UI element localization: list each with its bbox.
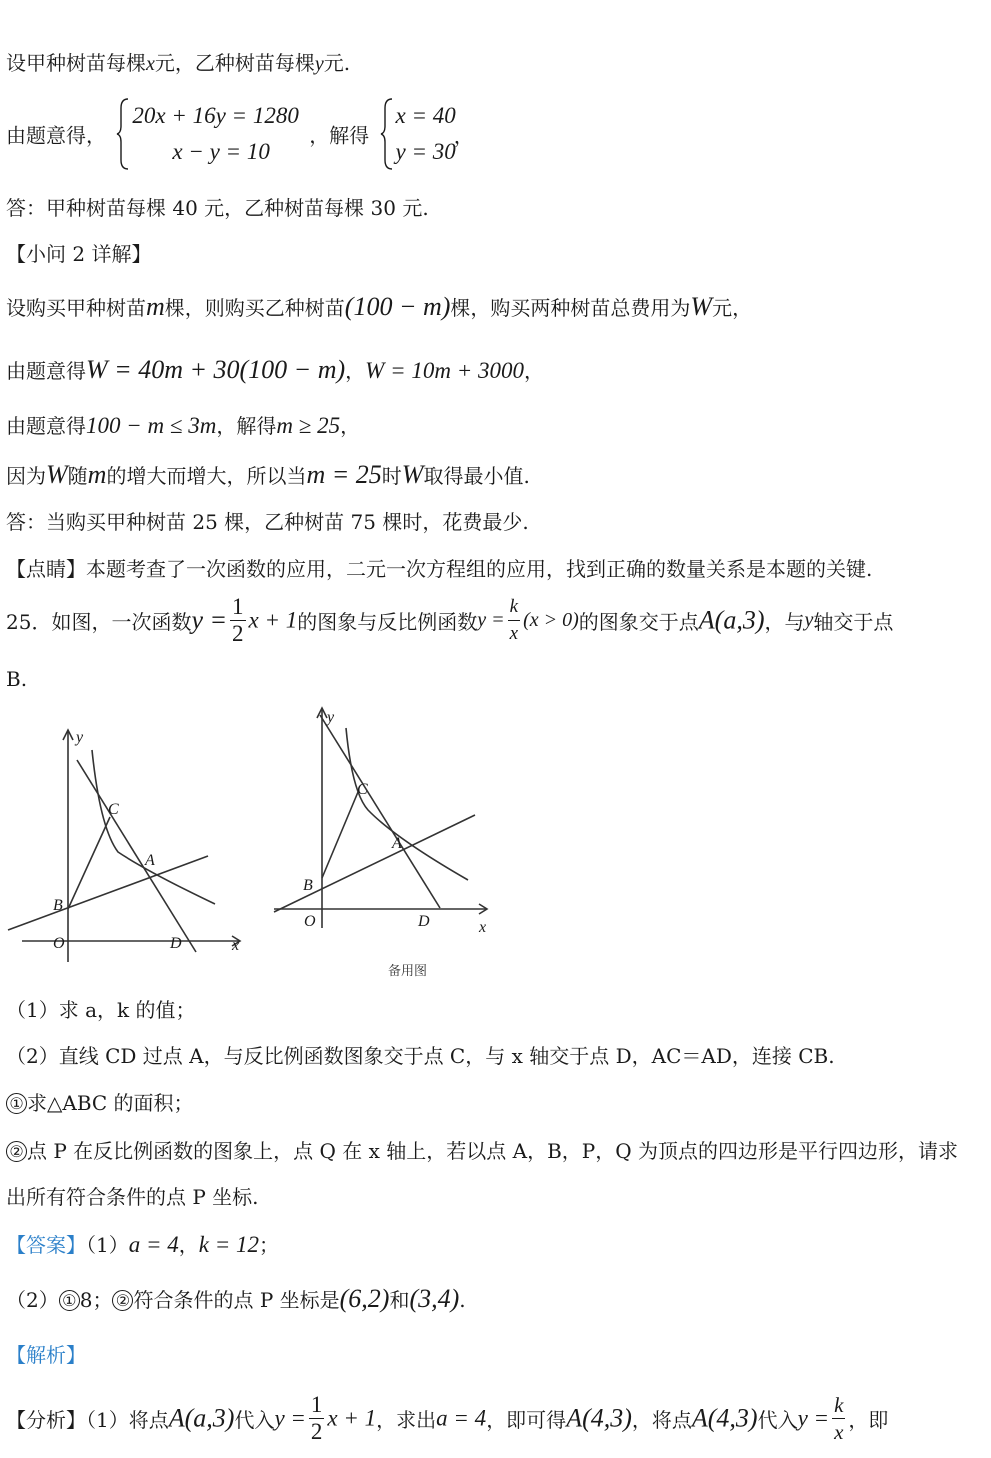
point-c-label: C bbox=[357, 781, 368, 798]
fraction: $\frac{k}{x}$ bbox=[834, 1393, 844, 1444]
text-line: 由题意得W = 40m + 30(100 − m)，W = 10m + 3000， bbox=[6, 355, 544, 384]
question-1: （1）求 a，k 的值； bbox=[6, 998, 196, 1022]
question-2-1: ① 求△ABC 的面积； bbox=[6, 1088, 194, 1118]
answer-line: 答：甲种树苗每棵 40 元，乙种树苗每棵 30 元. bbox=[6, 196, 429, 220]
left-brace bbox=[380, 98, 394, 170]
point-c-label: C bbox=[108, 801, 119, 818]
question-2-2: ② 点 P 在反比例函数的图象上，点 Q 在 x 轴上，若以点 A，B，P，Q 为顶点的四边形是平行四边形，请求 bbox=[6, 1136, 958, 1166]
question-2-2-cont: 出所有符合条件的点 P 坐标. bbox=[6, 1185, 259, 1209]
equation-system-line: 由题意得， 20x + 16y = 1280 x − y = 10 ，解得 x = 40 y = 30 ， bbox=[6, 98, 474, 170]
y-label: y bbox=[76, 729, 84, 746]
section-heading: 【小问 2 详解】 bbox=[6, 242, 152, 266]
origin-label: O bbox=[304, 913, 316, 930]
point-d-label: D bbox=[170, 935, 182, 952]
hyperbola-curve bbox=[346, 728, 468, 880]
figure-main bbox=[8, 730, 240, 962]
fraction: $\frac{1}{2}$ bbox=[232, 594, 244, 646]
point-a-label: A bbox=[145, 852, 155, 869]
answer-line: 答：当购买甲种树苗 25 棵，乙种树苗 75 棵时，花费最少. bbox=[6, 510, 529, 534]
analysis-line: 【分析】（1）将点A(a,3)代入y = $\frac{1}{2}$ x + 1，求出a = 4，即可得A(4,3)，将点A(4,3)代入y = $\frac{k}{x}$ ，即 bbox=[6, 1392, 889, 1444]
solution-system: x = 40 y = 30 bbox=[380, 98, 456, 170]
text-line: 设甲种树苗每棵x元，乙种树苗每棵y元. bbox=[6, 51, 351, 75]
text-line: 由题意得100 − m ≤ 3m，解得m ≥ 25， bbox=[6, 413, 361, 438]
segment-bc bbox=[322, 792, 358, 878]
text-line: 因为W随m的增大而增大，所以当m = 25时W取得最小值. bbox=[6, 460, 530, 489]
problem-statement: 25．如图，一次函数y = $\frac{1}{2}$ x + 1的图象与反比例函数y = $\frac{k}{x}$ (x > 0)的图象交于点A(a,3)，与y轴交于点 bbox=[6, 594, 894, 646]
coordinate-figures bbox=[0, 700, 991, 990]
x-label: x bbox=[232, 937, 240, 954]
point-d-label: D bbox=[418, 913, 430, 930]
y-label: y bbox=[327, 709, 335, 726]
answer-tag: 【答案】 bbox=[6, 1233, 86, 1257]
equation-system: 20x + 16y = 1280 x − y = 10 bbox=[116, 98, 298, 170]
fraction: $\frac{1}{2}$ bbox=[310, 1392, 323, 1444]
figure-spare bbox=[274, 708, 487, 928]
answer-block: 【答案】（1）a = 4，k = 12； bbox=[6, 1232, 279, 1257]
answer-block-2: （2） ① 8； ② 符合条件的点 P 坐标是(6,2)和(3,4). bbox=[6, 1284, 466, 1313]
remark-line: 【点睛】本题考查了一次函数的应用，二元一次方程组的应用，找到正确的数量关系是本题的关键. bbox=[6, 557, 873, 581]
origin-label: O bbox=[53, 935, 65, 952]
hyperbola-curve bbox=[92, 750, 215, 904]
left-brace bbox=[116, 98, 130, 170]
line-cd bbox=[320, 715, 440, 908]
point-a-label: A bbox=[392, 835, 402, 852]
fraction: $\frac{k}{x}$ bbox=[509, 596, 519, 644]
figure-caption: 备用图 bbox=[388, 964, 428, 979]
circled-number: ② bbox=[6, 1141, 27, 1162]
point-b-label: B bbox=[303, 877, 313, 894]
point-b-label: B bbox=[53, 897, 63, 914]
x-label: x bbox=[479, 919, 487, 936]
analysis-tag: 【解析】 bbox=[6, 1343, 86, 1367]
text-line: B. bbox=[6, 667, 28, 691]
line-ab bbox=[8, 856, 208, 930]
question-2: （2）直线 CD 过点 A，与反比例函数图象交于点 C，与 x 轴交于点 D，AC＝AD，连接 CB. bbox=[6, 1044, 835, 1068]
circled-number: ① bbox=[6, 1093, 27, 1114]
text-line: 设购买甲种树苗m棵，则购买乙种树苗(100 − m)棵，购买两种树苗总费用为W元， bbox=[6, 292, 753, 321]
line-cd bbox=[77, 760, 196, 952]
line-ab bbox=[274, 815, 475, 912]
